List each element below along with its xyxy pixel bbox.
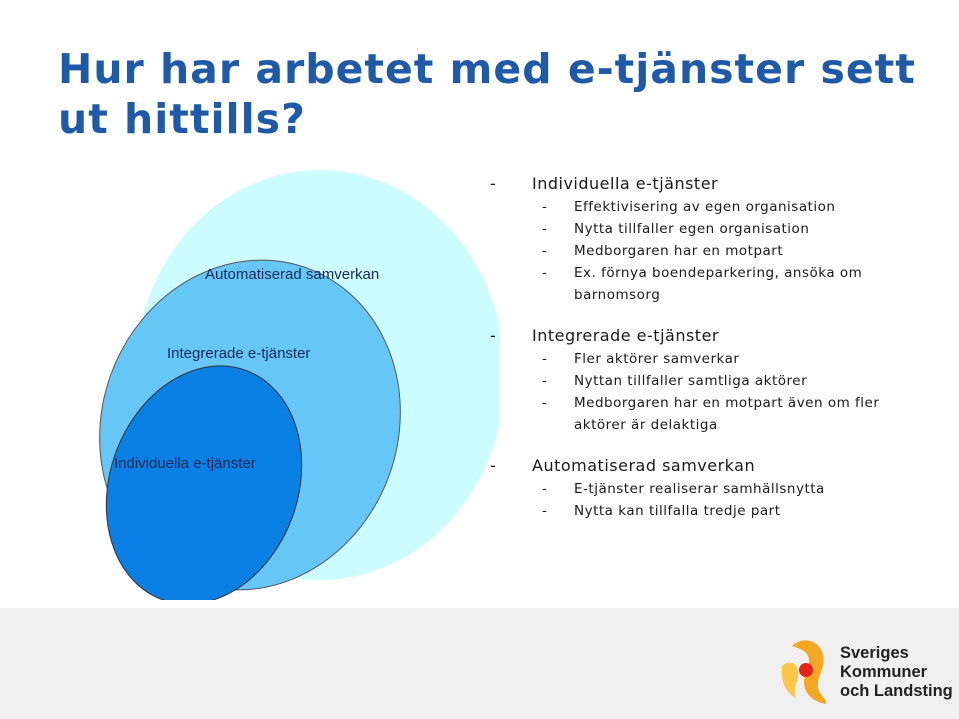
bullet-heading-text: Integrerade e-tjänster xyxy=(532,326,719,345)
list-item xyxy=(490,370,950,392)
bullet-dash: - xyxy=(542,481,548,497)
list-item xyxy=(490,196,950,218)
diagram-shapes xyxy=(70,160,500,600)
bullet-list xyxy=(490,172,950,540)
skl-logo-text xyxy=(840,644,953,701)
list-item xyxy=(490,218,950,240)
logo-line-3: och Landsting xyxy=(840,682,953,700)
bullet-heading-text: Automatiserad samverkan xyxy=(532,456,756,475)
bullet-dash: - xyxy=(542,351,548,367)
list-item-text: Medborgaren har en motpart även om fler aktörer är delaktiga xyxy=(574,395,880,433)
nested-ellipse-diagram xyxy=(70,160,500,600)
bullet-dash: - xyxy=(542,373,548,389)
bullet-heading xyxy=(490,172,950,196)
skl-logo-icon xyxy=(778,636,836,706)
bullet-dash: - xyxy=(542,265,548,281)
logo-flame-yellow xyxy=(782,663,799,698)
inner-label: Individuella e-tjänster xyxy=(114,455,256,472)
list-item-text: Effektivisering av egen organisation xyxy=(574,199,836,215)
bullet-dash: - xyxy=(490,174,497,193)
list-item xyxy=(490,240,950,262)
bullet-dash: - xyxy=(542,199,548,215)
list-item-text: Nytta tillfaller egen organisation xyxy=(574,221,810,237)
page-title: Hur har arbetet med e-tjänster sett ut hittills? xyxy=(58,45,916,143)
list-item xyxy=(490,478,950,500)
list-item-text: Nyttan tillfaller samtliga aktörer xyxy=(574,373,808,389)
list-item xyxy=(490,262,950,306)
bullet-dash: - xyxy=(542,395,548,411)
list-item-text: Nytta kan tillfalla tredje part xyxy=(574,503,781,519)
bullet-group-individuella xyxy=(490,172,950,306)
logo-line-2: Kommuner xyxy=(840,663,928,681)
list-item-text: Medborgaren har en motpart xyxy=(574,243,784,259)
bullet-dash: - xyxy=(490,456,497,475)
outer-label: Automatiserad samverkan xyxy=(205,266,380,283)
bullet-group-automatiserad xyxy=(490,454,950,522)
list-item xyxy=(490,500,950,522)
bullet-dash: - xyxy=(542,503,548,519)
list-item-text: Fler aktörer samverkar xyxy=(574,351,740,367)
bullet-heading xyxy=(490,324,950,348)
list-item-text: Ex. förnya boendeparkering, ansöka om barnomsorg xyxy=(574,265,863,303)
list-item-text: E-tjänster realiserar samhällsnytta xyxy=(574,481,825,497)
list-item xyxy=(490,392,950,436)
logo-dot-red xyxy=(799,663,813,677)
bullet-heading-text: Individuella e-tjänster xyxy=(532,174,719,193)
bullet-heading xyxy=(490,454,950,478)
logo-line-1: Sveriges xyxy=(840,644,909,662)
list-item xyxy=(490,348,950,370)
bullet-dash: - xyxy=(542,221,548,237)
bullet-dash: - xyxy=(490,326,497,345)
bullet-group-integrerade xyxy=(490,324,950,436)
middle-label: Integrerade e-tjänster xyxy=(167,345,311,362)
bullet-dash: - xyxy=(542,243,548,259)
